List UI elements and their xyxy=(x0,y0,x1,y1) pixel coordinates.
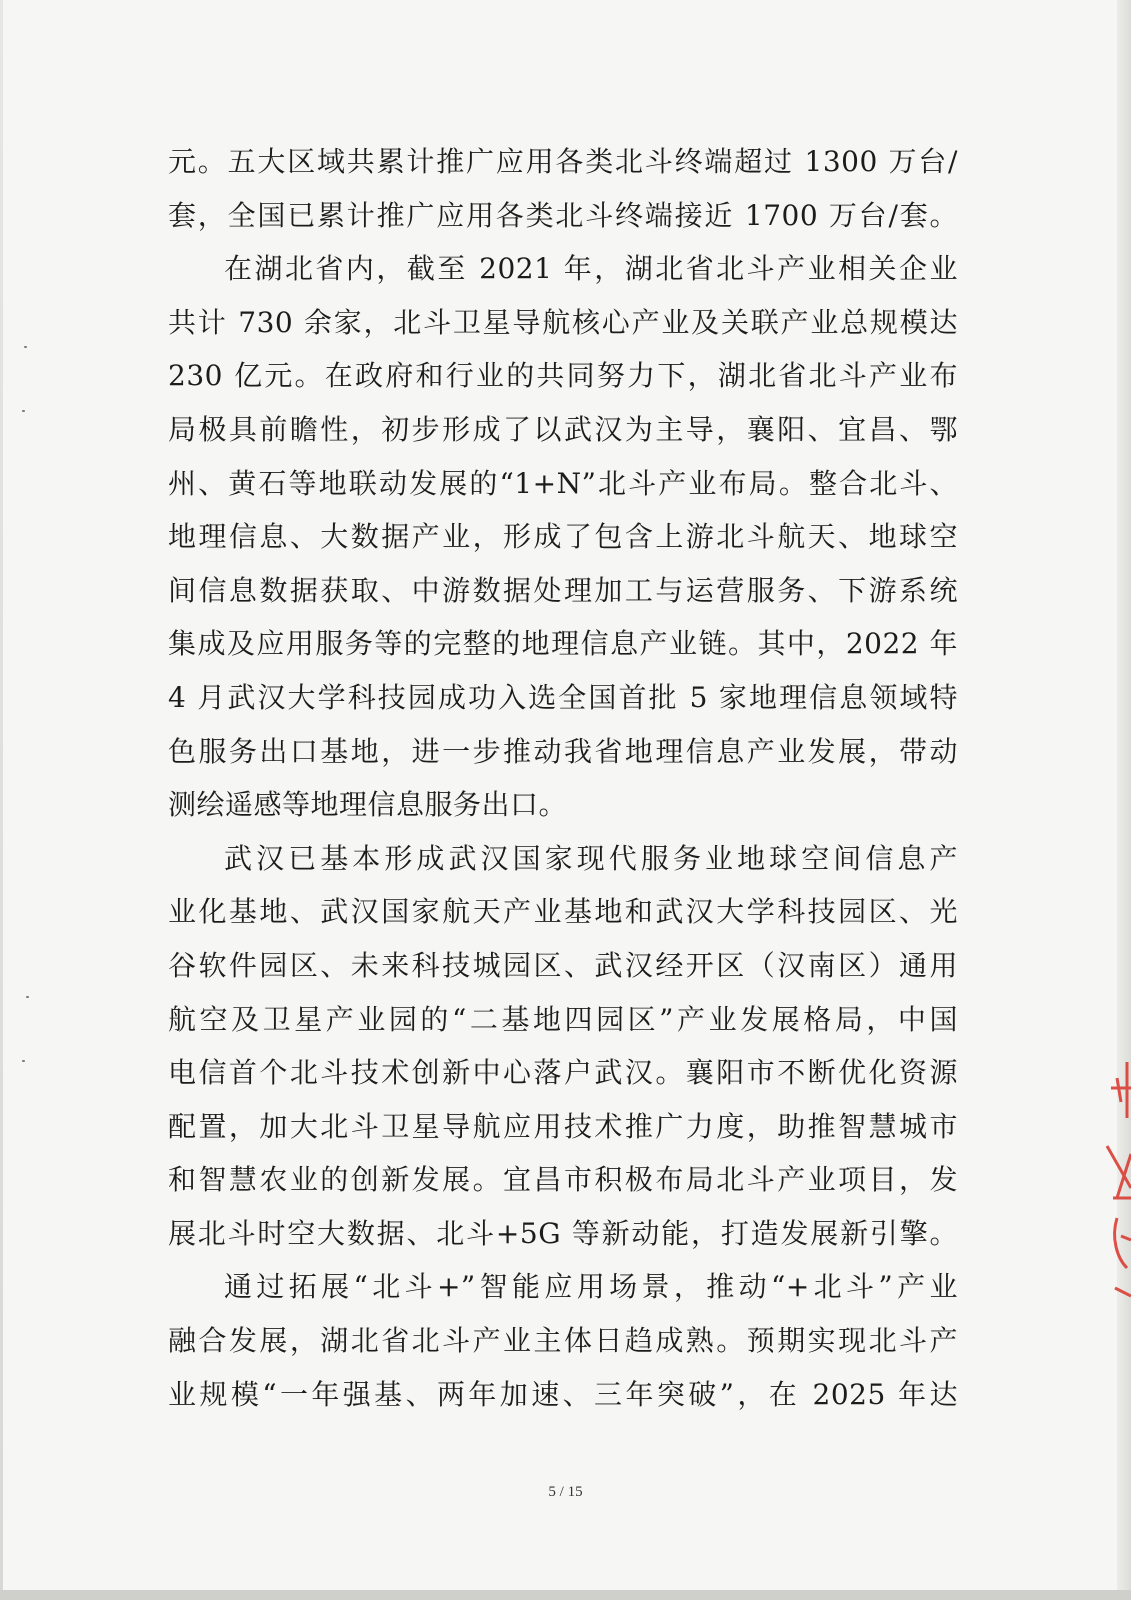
paragraph-line: 融合发展，湖北省北斗产业主体日趋成熟。预期实现北斗产 xyxy=(168,1324,958,1358)
paragraph-line: 通过拓展“北斗+”智能应用场景，推动“+北斗”产业 xyxy=(224,1270,958,1304)
page-number: 5 / 15 xyxy=(548,1484,583,1500)
scan-speck xyxy=(26,996,29,998)
paragraph-line: 共计 730 余家，北斗卫星导航核心产业及关联产业总规模达 xyxy=(168,305,958,339)
paragraph-line: 套，全国已累计推广应用各类北斗终端接近 1700 万台/套。 xyxy=(168,198,958,232)
scan-speck xyxy=(22,1060,25,1062)
paragraph-line: 局极具前瞻性，初步形成了以武汉为主导，襄阳、宜昌、鄂 xyxy=(168,412,958,446)
paragraph-line: 元。五大区域共累计推广应用各类北斗终端超过 1300 万台/ xyxy=(168,145,958,178)
scan-bottom-edge xyxy=(0,1590,1131,1600)
paragraph-line: 谷软件园区、未来科技城园区、武汉经开区（汉南区）通用 xyxy=(168,948,958,982)
paragraph-line: 航空及卫星产业园的“二基地四园区”产业发展格局，中国 xyxy=(168,1002,958,1036)
scan-speck xyxy=(22,410,25,412)
paragraph-line: 集成及应用服务等的完整的地理信息产业链。其中，2022 年 xyxy=(168,627,958,661)
red-seal-stamp xyxy=(1087,1058,1131,1308)
seal-icon xyxy=(1087,1058,1131,1308)
scan-right-edge xyxy=(1117,0,1131,1600)
paragraph-line: 色服务出口基地，进一步推动我省地理信息产业发展，带动 xyxy=(168,734,958,768)
scan-speck xyxy=(24,346,27,348)
paragraph-line: 展北斗时空大数据、北斗+5G 等新动能，打造发展新引擎。 xyxy=(168,1216,958,1250)
paragraph-line: 230 亿元。在政府和行业的共同努力下，湖北省北斗产业布 xyxy=(168,359,958,393)
paragraph-line: 间信息数据获取、中游数据处理加工与运营服务、下游系统 xyxy=(168,573,958,607)
paragraph-line: 和智慧农业的创新发展。宜昌市积极布局北斗产业项目，发 xyxy=(168,1163,958,1197)
paragraph-line: 电信首个北斗技术创新中心落户武汉。襄阳市不断优化资源 xyxy=(168,1056,958,1090)
paragraph-line: 配置，加大北斗卫星导航应用技术推广力度，助推智慧城市 xyxy=(168,1109,958,1143)
paragraph-line: 武汉已基本形成武汉国家现代服务业地球空间信息产 xyxy=(224,841,958,875)
paragraph-line: 在湖北省内，截至 2021 年，湖北省北斗产业相关企业 xyxy=(224,252,958,286)
scan-left-edge xyxy=(0,0,3,1600)
document-body xyxy=(168,135,958,1421)
paragraph-line: 州、黄石等地联动发展的“1+N”北斗产业布局。整合北斗、 xyxy=(168,466,958,500)
paragraph-line: 测绘遥感等地理信息服务出口。 xyxy=(168,788,568,822)
paragraph-line: 业规模“一年强基、两年加速、三年突破”，在 2025 年达 xyxy=(168,1377,958,1411)
paragraph-line: 地理信息、大数据产业，形成了包含上游北斗航天、地球空 xyxy=(168,520,958,554)
paragraph-line: 4 月武汉大学科技园成功入选全国首批 5 家地理信息领域特 xyxy=(168,680,958,714)
paragraph-line: 业化基地、武汉国家航天产业基地和武汉大学科技园区、光 xyxy=(168,895,958,929)
